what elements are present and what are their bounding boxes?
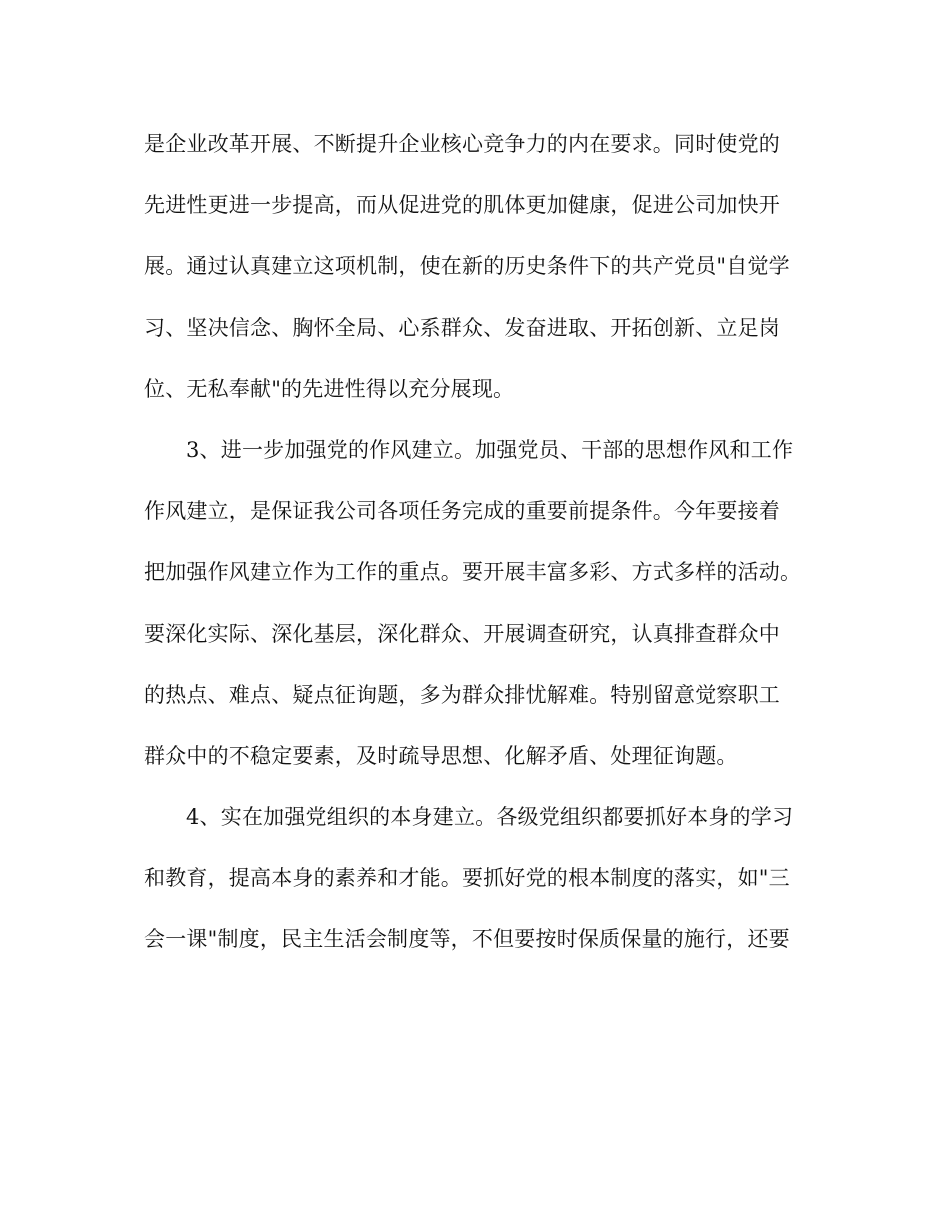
text-line: 会一课"制度，民主生活会制度等，不但要按时保质保量的施行，还要 (144, 927, 790, 952)
text-line: 的热点、难点、疑点征询题，多为群众排忧解难。特别留意觉察职工 (144, 682, 780, 707)
text-line: 先进性更进一步提高，而从促进党的肌体更加健康，促进公司加快开 (144, 193, 780, 218)
paragraph-4-first-line: 4、实在加强党组织的本身建立。各级党组织都要抓好本身的学习 (186, 805, 794, 830)
body-text (144, 118, 814, 975)
text-line: 习、坚决信念、胸怀全局、心系群众、发奋进取、开拓创新、立足岗 (144, 315, 780, 340)
paragraph-3-first-line: 3、进一步加强党的作风建立。加强党员、干部的思想作风和工作 (186, 437, 794, 462)
text-line: 把加强作风建立作为工作的重点。要开展丰富多彩、方式多样的活动。 (144, 560, 802, 585)
text-line: 展。通过认真建立这项机制，使在新的历史条件下的共产党员"自觉学 (144, 254, 790, 279)
text-line: 要深化实际、深化基层，深化群众、开展调查研究，认真排查群众中 (144, 621, 780, 646)
text-line: 和教育，提高本身的素养和才能。要抓好党的根本制度的落实，如"三 (144, 866, 790, 891)
text-line: 作风建立，是保证我公司各项任务完成的重要前提条件。今年要接着 (144, 499, 780, 524)
text-line: 是企业改革开展、不断提升企业核心竞争力的内在要求。同时使党的 (144, 132, 780, 156)
text-line: 群众中的不稳定要素，及时疏导思想、化解矛盾、处理征询题。 (144, 743, 738, 768)
text-line: 位、无私奉献"的先进性得以充分展现。 (144, 376, 515, 401)
